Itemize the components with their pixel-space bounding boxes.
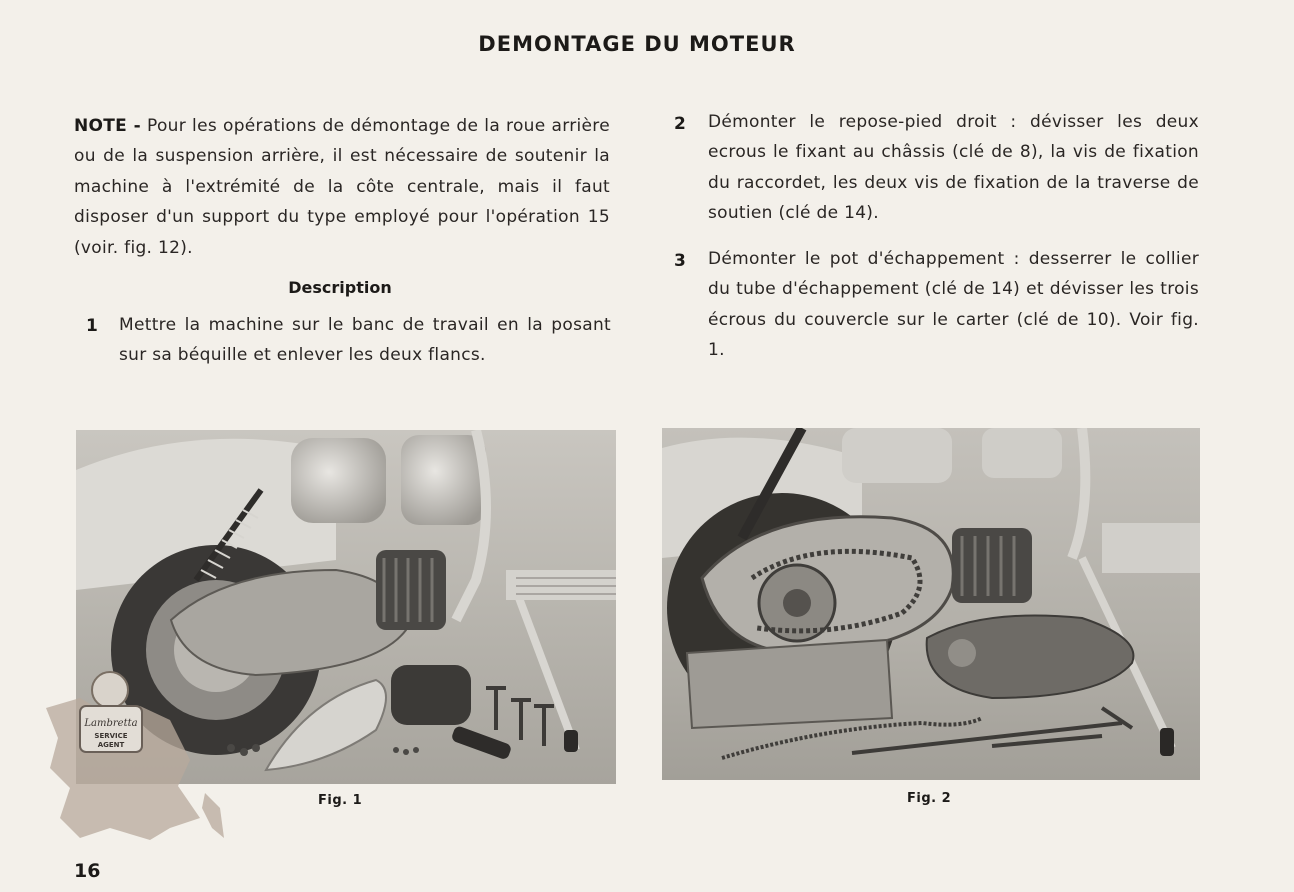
step-1-number: 1 — [86, 316, 98, 336]
step-3-text: Démonter le pot d'échappement : desserrer le collier du tube d'échappement (clé de 14) et dévisser les trois écrous du couvercle sur le carter (clé de 10). Voir fig. 1. — [708, 249, 1199, 361]
figure-1-caption: Fig. 1 — [318, 793, 363, 808]
step-2-number: 2 — [674, 114, 686, 134]
service-agent-logo — [40, 668, 240, 848]
description-heading: Description — [288, 278, 392, 297]
logo-brand-text: Lambretta — [84, 718, 138, 729]
step-3-number: 3 — [674, 251, 686, 271]
step-1-text: Mettre la machine sur le banc de travail en la posant sur sa béquille et enlever les deux flancs. — [119, 315, 611, 366]
note-paragraph — [74, 111, 610, 263]
figure-2-caption: Fig. 2 — [907, 791, 952, 806]
page-title: DEMONTAGE DU MOTEUR — [478, 32, 796, 56]
page-number: 16 — [74, 860, 101, 882]
logo-line2-text: AGENT — [97, 741, 125, 749]
figure-2-photo — [662, 428, 1200, 780]
step-2-text: Démonter le repose-pied droit : dévisser les deux ecrous le fixant au châssis (clé de 8), la vis de fixation du raccordet, les deux vis de fixation de la traverse de soutien (clé de 14). — [708, 112, 1199, 224]
logo-line1-text: SERVICE — [94, 732, 128, 740]
note-label: NOTE - — [74, 116, 141, 136]
note-text: Pour les opérations de démontage de la roue arrière ou de la suspension arrière, il est nécessaire de soutenir la machine à l'extrémité de la côte centrale, mais il faut disposer d'un support du type employé pour l'opération 15 (voir. fig. 12). — [74, 116, 610, 258]
